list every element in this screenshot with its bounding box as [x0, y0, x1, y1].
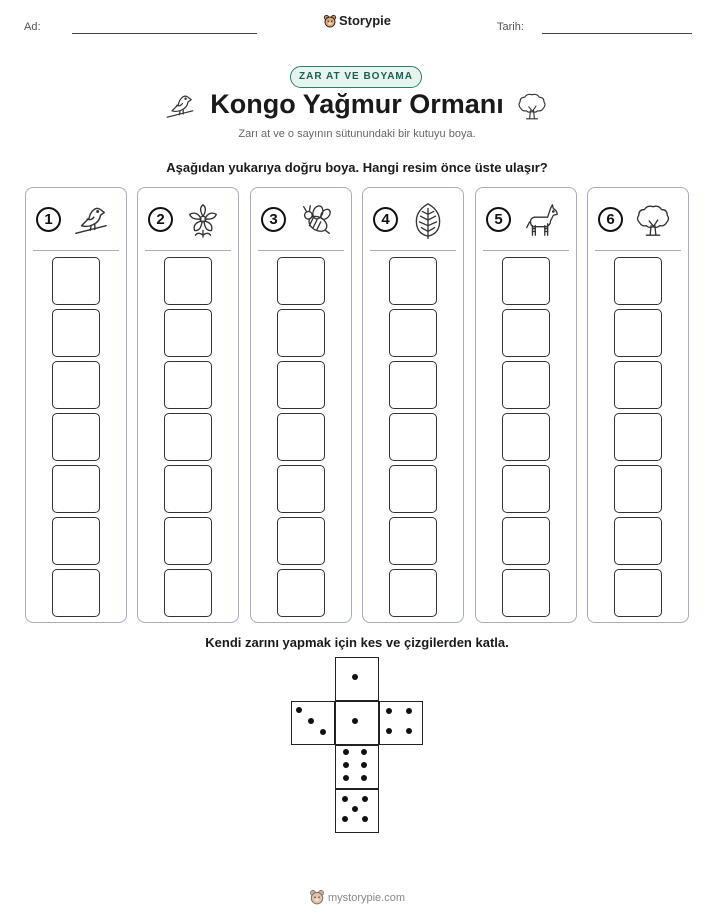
color-box[interactable]	[52, 309, 100, 357]
subtitle: Zarı at ve o sayının sütunundaki bir kutuyu boya.	[238, 128, 476, 140]
color-box[interactable]	[52, 465, 100, 513]
color-box[interactable]	[277, 465, 325, 513]
column-header	[476, 188, 576, 250]
tree-icon	[634, 201, 672, 239]
dice-pip	[406, 728, 412, 734]
color-box[interactable]	[277, 309, 325, 357]
dice-pip	[406, 708, 412, 714]
dice-pip	[386, 708, 392, 714]
dice-pip	[308, 718, 314, 724]
color-box[interactable]	[502, 413, 550, 461]
dice-pip	[342, 796, 348, 802]
dice-pip	[352, 806, 358, 812]
dice-face-left	[291, 701, 335, 745]
dice-pip	[361, 749, 367, 755]
color-box[interactable]	[164, 413, 212, 461]
dice-pip	[352, 674, 358, 680]
color-box[interactable]	[389, 413, 437, 461]
dice-pip	[361, 762, 367, 768]
color-box[interactable]	[614, 569, 662, 617]
column-header	[363, 188, 463, 250]
column-divider	[595, 250, 681, 251]
bird-icon	[72, 201, 110, 239]
dice-pip	[362, 796, 368, 802]
color-box[interactable]	[502, 569, 550, 617]
color-box[interactable]	[389, 309, 437, 357]
column-header	[251, 188, 351, 250]
tree-icon	[516, 90, 548, 122]
color-box[interactable]	[164, 517, 212, 565]
storypie-bear-icon	[323, 14, 337, 28]
activity-badge: ZAR AT VE BOYAMA	[290, 66, 422, 88]
footer	[0, 889, 714, 905]
okapi-icon	[522, 201, 560, 239]
color-box[interactable]	[502, 517, 550, 565]
column-number: 3	[261, 207, 286, 232]
brand-logo	[0, 13, 714, 28]
color-box[interactable]	[614, 361, 662, 409]
brand-name: Storypie	[338, 13, 391, 28]
column-divider	[33, 250, 119, 251]
color-box[interactable]	[52, 257, 100, 305]
color-box[interactable]	[164, 465, 212, 513]
name-line	[72, 33, 257, 34]
column-4	[362, 187, 464, 623]
dice-face-center	[335, 701, 379, 745]
column-header	[26, 188, 126, 250]
dice-face-below-center	[335, 745, 379, 789]
color-box[interactable]	[389, 257, 437, 305]
color-box[interactable]	[277, 413, 325, 461]
color-box[interactable]	[614, 413, 662, 461]
color-box[interactable]	[502, 257, 550, 305]
storypie-bear-icon	[309, 889, 325, 905]
column-1	[25, 187, 127, 623]
leaf-icon	[409, 201, 447, 239]
color-box[interactable]	[389, 569, 437, 617]
column-divider	[370, 250, 456, 251]
column-header	[588, 188, 688, 250]
dice-face-right	[379, 701, 423, 745]
color-box[interactable]	[614, 257, 662, 305]
dice-pip	[343, 749, 349, 755]
color-box[interactable]	[614, 465, 662, 513]
instruction: Aşağıdan yukarıya doğru boya. Hangi resim önce üste ulaşır?	[166, 160, 548, 175]
color-box[interactable]	[277, 569, 325, 617]
color-box[interactable]	[614, 517, 662, 565]
color-box[interactable]	[164, 361, 212, 409]
color-box[interactable]	[502, 309, 550, 357]
flower-icon	[184, 201, 222, 239]
footer-url: mystorypie.com	[327, 892, 406, 904]
dice-face-bottom	[335, 789, 379, 833]
dice-pip	[361, 775, 367, 781]
color-box[interactable]	[389, 361, 437, 409]
column-number: 1	[36, 207, 61, 232]
date-line	[542, 33, 692, 34]
column-number: 4	[373, 207, 398, 232]
bee-icon	[297, 201, 335, 239]
column-header	[138, 188, 238, 250]
dice-instruction: Kendi zarını yapmak için kes ve çizgilerden katla.	[205, 635, 509, 650]
column-divider	[258, 250, 344, 251]
color-box[interactable]	[502, 465, 550, 513]
color-box[interactable]	[52, 413, 100, 461]
color-box[interactable]	[164, 309, 212, 357]
dice-pip	[320, 729, 326, 735]
color-box[interactable]	[164, 569, 212, 617]
dice-pip	[296, 707, 302, 713]
color-box[interactable]	[277, 257, 325, 305]
color-box[interactable]	[502, 361, 550, 409]
column-3	[250, 187, 352, 623]
column-number: 2	[148, 207, 173, 232]
color-box[interactable]	[277, 517, 325, 565]
dice-pip	[342, 816, 348, 822]
name-label: Ad:	[24, 21, 41, 33]
column-divider	[145, 250, 231, 251]
column-5	[475, 187, 577, 623]
dice-pip	[386, 728, 392, 734]
page-title: Kongo Yağmur Ormanı	[210, 89, 504, 119]
date-label: Tarih:	[497, 21, 524, 33]
dice-pip	[343, 762, 349, 768]
color-box[interactable]	[164, 257, 212, 305]
dice-pip	[343, 775, 349, 781]
color-box[interactable]	[614, 309, 662, 357]
dice-face-top	[335, 657, 379, 701]
dice-pip	[352, 718, 358, 724]
color-box[interactable]	[389, 517, 437, 565]
column-2	[137, 187, 239, 623]
color-box[interactable]	[277, 361, 325, 409]
column-number: 6	[598, 207, 623, 232]
color-box[interactable]	[52, 361, 100, 409]
column-number: 5	[486, 207, 511, 232]
color-box[interactable]	[52, 517, 100, 565]
color-box[interactable]	[52, 569, 100, 617]
column-6	[587, 187, 689, 623]
dice-pip	[362, 816, 368, 822]
color-box[interactable]	[389, 465, 437, 513]
column-divider	[483, 250, 569, 251]
